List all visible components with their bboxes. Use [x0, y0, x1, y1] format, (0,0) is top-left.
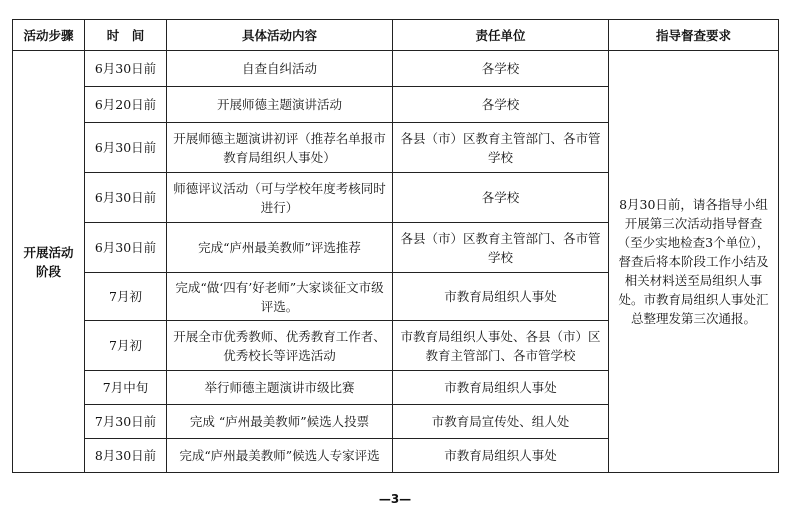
unit-cell: 市教育局组织人事处、各县（市）区教育主管部门、各市管学校: [393, 321, 609, 371]
unit-cell: 市教育局宣传处、组人处: [393, 405, 609, 439]
time-cell: 6月20日前: [85, 87, 167, 123]
content-cell: 举行师德主题演讲市级比赛: [167, 371, 393, 405]
header-unit: 责任单位: [393, 20, 609, 51]
stage-cell: [13, 51, 85, 473]
content-cell: 开展师德主题演讲活动: [167, 87, 393, 123]
activity-schedule-table: [12, 19, 779, 473]
time-cell: 6月30日前: [85, 173, 167, 223]
time-cell: 7月中旬: [85, 371, 167, 405]
content-cell: 完成“庐州最美教师”候选人专家评选: [167, 439, 393, 473]
time-cell: 6月30日前: [85, 223, 167, 273]
unit-cell: 各学校: [393, 87, 609, 123]
time-cell: 6月30日前: [85, 51, 167, 87]
header-requirement: 指导督查要求: [609, 20, 779, 51]
header-time: 时 间: [85, 20, 167, 51]
content-cell: 完成“做‘四有’好老师”大家谈征文市级评选。: [167, 273, 393, 321]
content-cell: 开展师德主题演讲初评（推荐名单报市教育局组织人事处）: [167, 123, 393, 173]
header-content: 具体活动内容: [167, 20, 393, 51]
content-cell: 完成 “庐州最美教师”候选人投票: [167, 405, 393, 439]
content-cell: 开展全市优秀教师、优秀教育工作者、优秀校长等评选活动: [167, 321, 393, 371]
unit-cell: 各县（市）区教育主管部门、各市管学校: [393, 123, 609, 173]
stage-label: 开展活动阶段: [23, 244, 74, 279]
time-cell: 7月初: [85, 321, 167, 371]
header-step: 活动步骤: [13, 20, 85, 51]
requirement-cell: 8月30日前，请各指导小组开展第三次活动指导督查（至少实地检查3个单位），督查后将本阶段工作小结及相关材料送至局组织人事处。市教育局组织人事处汇总整理发第三次通报。: [609, 51, 779, 473]
unit-cell: 各县（市）区教育主管部门、各市管学校: [393, 223, 609, 273]
unit-cell: 市教育局组织人事处: [393, 273, 609, 321]
time-cell: 7月初: [85, 273, 167, 321]
unit-cell: 各学校: [393, 173, 609, 223]
content-cell: 完成“庐州最美教师”评选推荐: [167, 223, 393, 273]
page-number: —3—: [378, 492, 412, 506]
unit-cell: 市教育局组织人事处: [393, 439, 609, 473]
unit-cell: 各学校: [393, 51, 609, 87]
content-cell: 师德评议活动（可与学校年度考核同时进行）: [167, 173, 393, 223]
header-row: [13, 20, 779, 51]
time-cell: 7月30日前: [85, 405, 167, 439]
unit-cell: 市教育局组织人事处: [393, 371, 609, 405]
content-cell: 自查自纠活动: [167, 51, 393, 87]
table-row: [13, 51, 779, 87]
time-cell: 6月30日前: [85, 123, 167, 173]
time-cell: 8月30日前: [85, 439, 167, 473]
